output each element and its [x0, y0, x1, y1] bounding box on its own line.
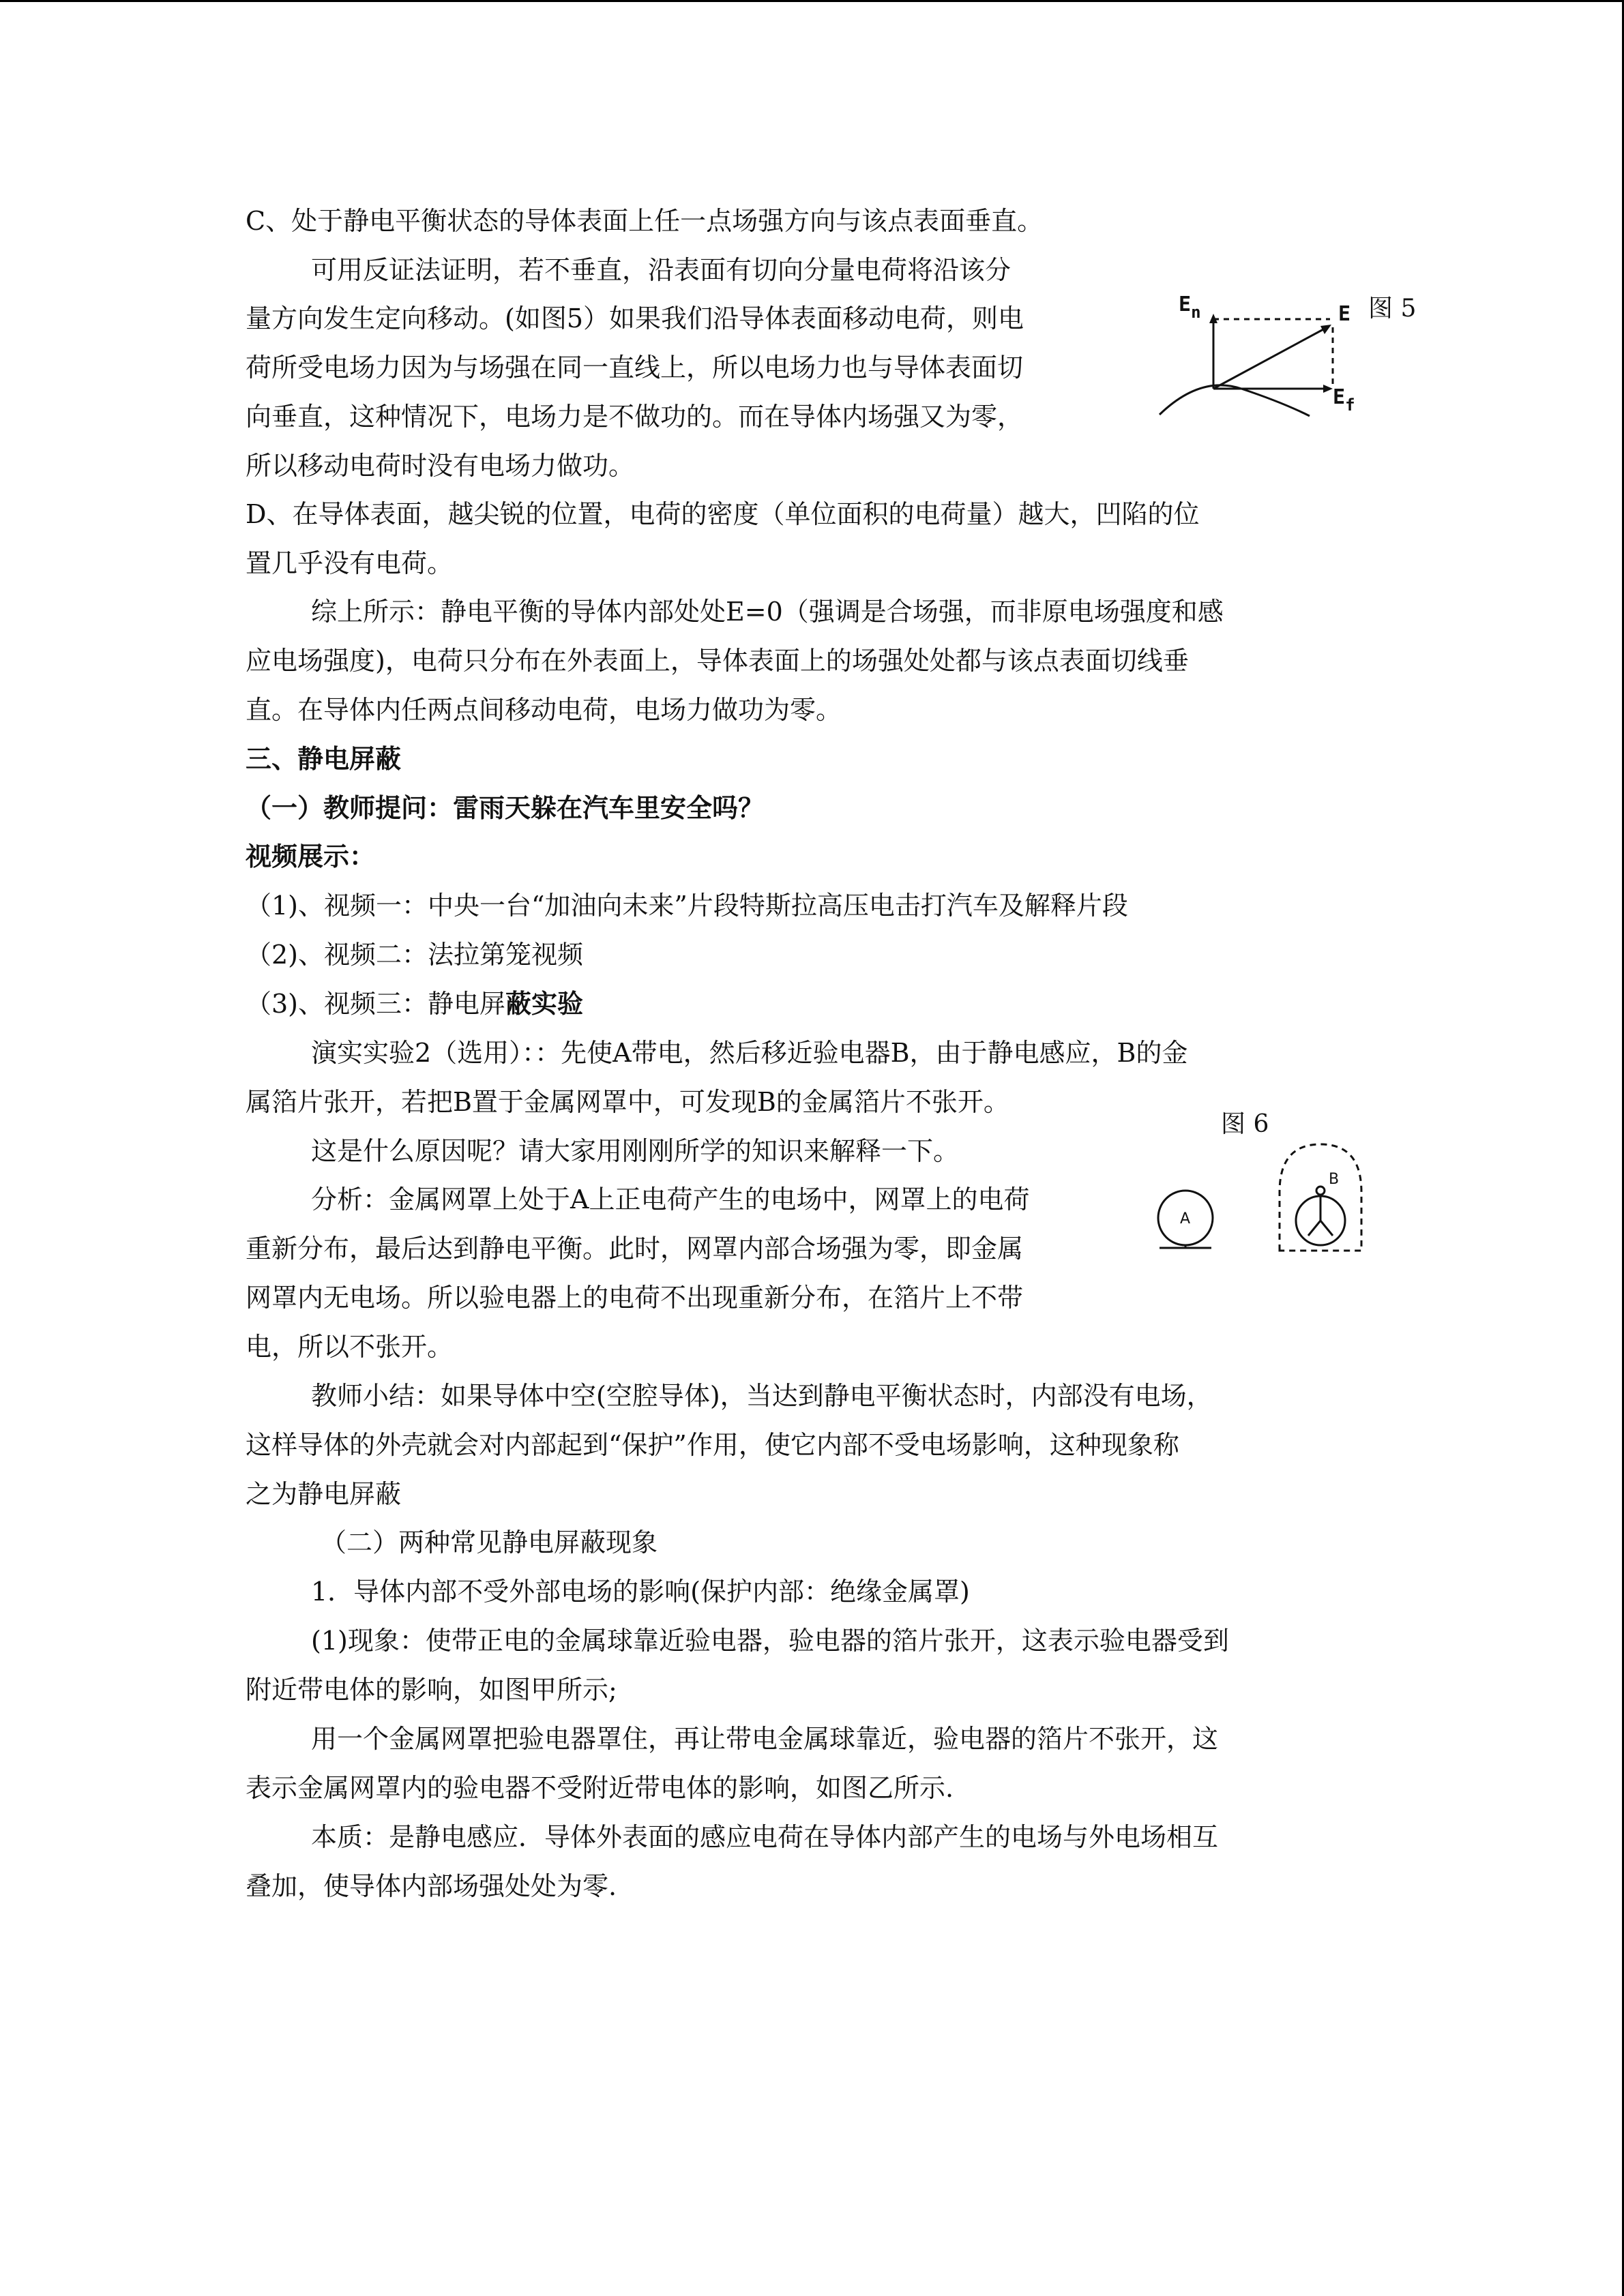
e-label: E [1338, 302, 1351, 326]
phenomenon-line-1: (1)现象：使带正电的金属球靠近验电器，验电器的箔片张开，这表示验电器受到 [311, 1626, 1229, 1656]
conductor-surface [1160, 385, 1310, 416]
essence-line-1: 本质：是静电感应．导体外表面的感应电荷在导体内部产生的电场与外电场相互 [311, 1822, 1219, 1852]
electroscope-b-leaf-left [1308, 1221, 1320, 1236]
phenomenon-line-2: 附近带电体的影响，如图甲所示; [246, 1675, 617, 1705]
analysis-line-3: 网罩内无电场。所以验电器上的电荷不出现重新分布，在箔片上不带 [246, 1283, 1024, 1313]
figure-5 [1153, 286, 1426, 436]
video-title: 视频展示： [246, 841, 376, 871]
video-1: （1)、视频一：中央一台“加油向未来”片段特斯拉高压电击打汽车及解释片段 [246, 891, 1128, 921]
cover-line-2: 表示金属网罩内的验电器不受附近带电体的影响，如图乙所示. [246, 1773, 954, 1803]
cover-line-1: 用一个金属网罩把验电器罩住，再让带电金属球靠近，验电器的箔片不张开，这 [311, 1724, 1219, 1754]
question-title: （一）教师提问：雷雨天躲在汽车里安全吗？ [246, 792, 765, 823]
page-border-top [0, 0, 1624, 2]
figure-6-label: 图 6 [1221, 1110, 1269, 1138]
proof-line-5: 所以移动电荷时没有电场力做功。 [246, 451, 635, 481]
proof-line-1: 可用反证法证明，若不垂直，沿表面有切向分量电荷将沿该分 [311, 255, 1012, 285]
proof-line-3: 荷所受电场力因为与场强在同一直线上，所以电场力也与导体表面切 [246, 353, 1024, 383]
figure-6 [1153, 1103, 1378, 1260]
d-line-2: 置几乎没有电荷。 [246, 548, 454, 578]
e-vector [1213, 329, 1325, 389]
analysis-line-1: 分析：金属网罩上处于A上正电荷产生的电场中，网罩上的电荷 [311, 1184, 1030, 1214]
proof-line-4: 向垂直，这种情况下，电场力是不做功的。而在导体内场强又为零， [246, 402, 1024, 432]
essence-line-2: 叠加，使导体内部场强处处为零. [246, 1871, 617, 1901]
teacher-summary-line-1: 教师小结：如果导体中空(空腔导体)，当达到静电平衡状态时，内部没有电场， [311, 1381, 1213, 1411]
electroscope-b-label: B [1329, 1171, 1340, 1188]
figure-5-label: 图 5 [1368, 295, 1417, 323]
sphere-a-label: A [1180, 1210, 1191, 1227]
analysis-line-2: 重新分布，最后达到静电平衡。此时，网罩内部合场强为零，即金属 [246, 1234, 1024, 1264]
ef-label: $E_f$ [1333, 385, 1355, 415]
experiment-line-1: 演实实验2（选用）：：先使A带电，然后移近验电器B，由于静电感应，B的金 [311, 1038, 1188, 1068]
video-3-prefix: （3)、视频三：静电屏 [246, 989, 506, 1019]
experiment-line-2: 属箔片张开，若把B置于金属网罩中，可发现B的金属箔片不张开。 [246, 1087, 1009, 1117]
d-line-1: D、在导体表面，越尖锐的位置，电荷的密度（单位面积的电荷量）越大，凹陷的位 [246, 499, 1200, 529]
item-1: 1．导体内部不受外部电场的影响(保护内部：绝缘金属罩) [311, 1577, 970, 1607]
summary-line-3: 直。在导体内任两点间移动电荷，电场力做功为零。 [246, 695, 842, 725]
c-point: C、处于静电平衡状态的导体表面上任一点场强方向与该点表面垂直。 [246, 206, 1044, 236]
summary-line-2: 应电场强度)，电荷只分布在外表面上，导体表面上的场强处处都与该点表面切线垂 [246, 646, 1189, 676]
video-2: （2)、视频二：法拉第笼视频 [246, 940, 584, 970]
section-3-title: 三、静电屏蔽 [246, 743, 402, 774]
teacher-summary-line-2: 这样导体的外壳就会对内部起到“保护”作用，使它内部不受电场影响，这种现象称 [246, 1430, 1179, 1460]
electroscope-b-knob [1316, 1187, 1325, 1195]
video-3 [246, 987, 583, 1020]
electroscope-b-leaf-right [1320, 1221, 1333, 1236]
en-label: $E_n$ [1179, 293, 1201, 322]
two-types-heading: （二）两种常见静电屏蔽现象 [321, 1527, 658, 1557]
video-3-bold: 蔽实验 [505, 988, 584, 1019]
ef-arrowhead [1323, 385, 1333, 393]
why-question: 这是什么原因呢？请大家用刚刚所学的知识来解释一下。 [311, 1136, 960, 1166]
summary-line-1: 综上所示：静电平衡的导体内部处处E=0（强调是合场强，而非原电场强度和感 [311, 597, 1224, 627]
analysis-line-4: 电，所以不张开。 [246, 1332, 454, 1362]
proof-line-2: 量方向发生定向移动。(如图5）如果我们沿导体表面移动电荷，则电 [246, 303, 1024, 333]
teacher-summary-line-3: 之为静电屏蔽 [246, 1479, 402, 1509]
